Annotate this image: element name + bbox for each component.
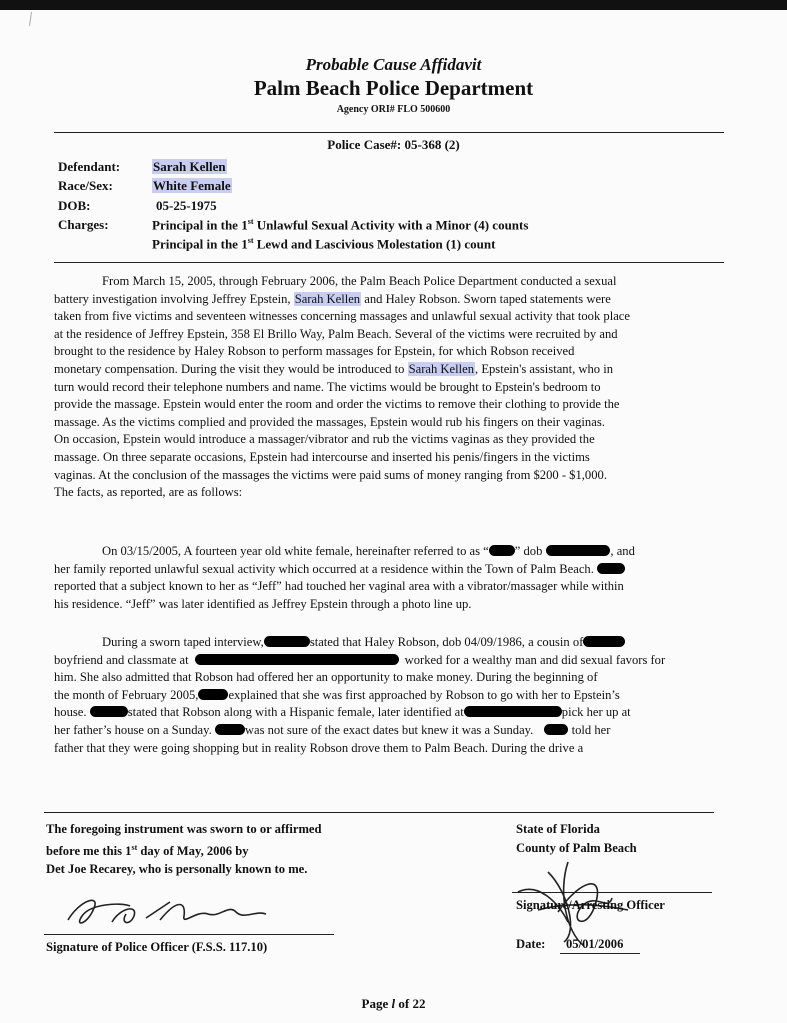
text-span: her father’s house on a Sunday. bbox=[54, 722, 212, 737]
text-span: , Epstein's assistant, who in bbox=[475, 361, 614, 376]
text-line bbox=[54, 543, 764, 561]
defendant-name bbox=[152, 159, 227, 175]
department-title: Palm Beach Police Department bbox=[253, 76, 534, 100]
redaction-bar bbox=[195, 654, 399, 665]
text-span: was not sure of the exact dates but knew it was a Sunday. bbox=[244, 722, 534, 737]
charge-1 bbox=[152, 217, 528, 233]
case-number: Police Case#: 05-368 (2) bbox=[327, 137, 460, 152]
text-span: monetary compensation. During the visit they would be introduced to bbox=[54, 361, 408, 376]
arresting-officer-label: Signature/Arresting Officer bbox=[516, 898, 665, 912]
date-label: Date: bbox=[516, 937, 546, 951]
text-line: brought to the residence by Haley Robson to perform massages for Epstein, for which Robson received bbox=[54, 344, 575, 359]
charge-2-part: Principal in the 1 bbox=[152, 236, 248, 252]
redaction-bar bbox=[583, 636, 625, 647]
redaction-bar bbox=[597, 563, 625, 574]
page-number bbox=[0, 996, 787, 1012]
charge-1-rest: Unlawful Sexual Activity with a Minor (4) counts bbox=[253, 217, 529, 233]
race-sex-label: Race/Sex: bbox=[58, 178, 113, 193]
text-span: day of May, 2006 by bbox=[137, 843, 249, 858]
highlighted-name: Sarah Kellen bbox=[408, 361, 475, 376]
charge-2 bbox=[152, 236, 495, 252]
text-line: at the residence of Jeffrey Epstein, 358 El Brillo Way, Palm Beach. Several of the victims were recruited by and bbox=[54, 326, 618, 341]
text-span: boyfriend and classmate at bbox=[54, 652, 189, 667]
officer-signature-label: Signature of Police Officer (F.S.S. 117.10) bbox=[46, 940, 268, 954]
text-line: massage. As the victims complied and provided the massages, Epstein would rub his fingers on their vaginas. bbox=[54, 414, 605, 429]
defendant-label: Defendant: bbox=[58, 159, 121, 174]
text-span: stated that Haley Robson, dob 04/09/1986, a cousin of bbox=[309, 635, 584, 649]
police-officer-signature bbox=[60, 880, 290, 942]
text-line: vaginas. At the conclusion of the massages the victims were paid sums of money ranging from $200 - $1,000. bbox=[54, 467, 607, 482]
paragraph-summary bbox=[54, 273, 764, 502]
text-span: ” dob bbox=[514, 544, 543, 558]
text-span: stated that Robson along with a Hispanic female, later identified at bbox=[127, 705, 464, 720]
text-span: On 03/15/2005, A fourteen year old white female, hereinafter referred to as “ bbox=[102, 544, 489, 558]
page-total: of 22 bbox=[398, 996, 426, 1011]
text-line bbox=[54, 704, 764, 722]
charge-2-sup: st bbox=[247, 236, 254, 245]
divider-middle bbox=[54, 262, 724, 263]
redaction-bar bbox=[90, 706, 128, 717]
text-line bbox=[54, 652, 764, 670]
screen-top-bar bbox=[0, 0, 787, 10]
divider-signature bbox=[44, 812, 714, 813]
text-span: During a sworn taped interview, bbox=[102, 635, 264, 649]
text-span: worked for a wealthy man and did sexual favors for bbox=[404, 652, 666, 667]
dob-label: DOB: bbox=[58, 198, 91, 213]
date-line bbox=[560, 953, 640, 954]
redaction-bar bbox=[464, 706, 562, 717]
form-title: Probable Cause Affidavit bbox=[305, 55, 482, 74]
defendant-name-text: Sarah Kellen bbox=[153, 159, 226, 174]
text-line bbox=[54, 561, 764, 579]
dob-value: 05-25-1975 bbox=[156, 198, 217, 213]
page-label: Page bbox=[361, 996, 389, 1011]
text-line: taken from five victims and seventeen witnesses concerning massages and unlawful sexual activity that took place bbox=[54, 309, 630, 324]
paragraph-interview bbox=[54, 634, 764, 757]
redaction-bar bbox=[264, 636, 310, 647]
state-label: State of Florida bbox=[516, 822, 600, 836]
text-span: the month of February 2005, bbox=[54, 687, 199, 702]
text-line: reported that a subject known to her as “Jeff” had touched her vaginal area with a vibrator/massager while within bbox=[54, 579, 624, 594]
date-value: 05/01/2006 bbox=[566, 937, 624, 951]
redaction-bar bbox=[215, 724, 245, 735]
text-line: his residence. “Jeff” was later identified as Jeffrey Epstein through a photo line up. bbox=[54, 596, 472, 611]
sworn-line bbox=[46, 839, 322, 861]
text-line bbox=[54, 291, 764, 309]
text-span: , and bbox=[610, 544, 635, 558]
redaction-bar bbox=[489, 545, 515, 556]
text-span: her family reported unlawful sexual activity which occurred at a residence within the Town of Palm Beach. bbox=[54, 561, 594, 576]
paragraph-report bbox=[54, 543, 764, 613]
redaction-bar bbox=[546, 545, 610, 556]
race-sex-value bbox=[152, 178, 232, 194]
text-line bbox=[54, 687, 764, 705]
sworn-statement bbox=[46, 820, 322, 879]
redaction-bar bbox=[198, 689, 228, 700]
text-line: father that they were going shopping but in reality Robson drove them to Palm Beach. During the drive a bbox=[54, 740, 584, 755]
page-current: l bbox=[391, 996, 396, 1011]
text-line: On occasion, Epstein would introduce a massager/vibrator and rub the victims vaginas as they provided the bbox=[54, 432, 595, 447]
text-line: The facts, as reported, are as follows: bbox=[54, 485, 243, 500]
agency-ori: Agency ORI# FLO 500600 bbox=[336, 104, 451, 115]
redaction-bar bbox=[544, 724, 568, 735]
text-span: explained that she was first approached by Robson to go with her to Epstein’s bbox=[228, 687, 620, 702]
text-line: provide the massage. Epstein would enter the room and order the victims to remove their clothing to provide the bbox=[54, 397, 620, 412]
highlighted-name: Sarah Kellen bbox=[294, 291, 361, 306]
text-line bbox=[54, 722, 764, 740]
sworn-sup: st bbox=[131, 842, 138, 852]
sworn-line: The foregoing instrument was sworn to or affirmed bbox=[46, 822, 322, 836]
text-line: him. She also admitted that Robson had offered her an opportunity to make money. During the beginning of bbox=[54, 670, 598, 685]
arresting-signature-line bbox=[512, 892, 712, 893]
text-line: From March 15, 2005, through February 2006, the Palm Beach Police Department conducted a sexual bbox=[102, 274, 617, 288]
officer-signature-line bbox=[44, 934, 334, 935]
county-label: County of Palm Beach bbox=[516, 840, 637, 855]
text-line: massage. On three separate occasions, Epstein had intercourse and inserted his penis/fingers in the victims bbox=[54, 449, 590, 464]
text-line bbox=[54, 361, 764, 379]
text-span: pick her up at bbox=[561, 705, 631, 720]
text-span: before me this 1 bbox=[46, 843, 132, 858]
text-span: house. bbox=[54, 705, 87, 720]
race-sex-text: White Female bbox=[153, 178, 231, 193]
text-line: turn would record their telephone numbers and name. The victims would be brought to Epstein's bedroom to bbox=[54, 379, 601, 394]
sworn-line: Det Joe Recarey, who is personally known to me. bbox=[46, 862, 308, 877]
text-line bbox=[54, 634, 764, 652]
divider-top bbox=[54, 132, 724, 133]
text-span: and Haley Robson. Sworn taped statements were bbox=[361, 291, 611, 306]
charge-2-rest: Lewd and Lascivious Molestation (1) count bbox=[253, 236, 496, 252]
charge-1-part: Principal in the 1 bbox=[152, 217, 248, 233]
charges-label: Charges: bbox=[58, 217, 109, 232]
text-span: told her bbox=[568, 722, 611, 737]
text-span: battery investigation involving Jeffrey Epstein, bbox=[54, 291, 294, 306]
charge-1-sup: st bbox=[247, 217, 254, 226]
